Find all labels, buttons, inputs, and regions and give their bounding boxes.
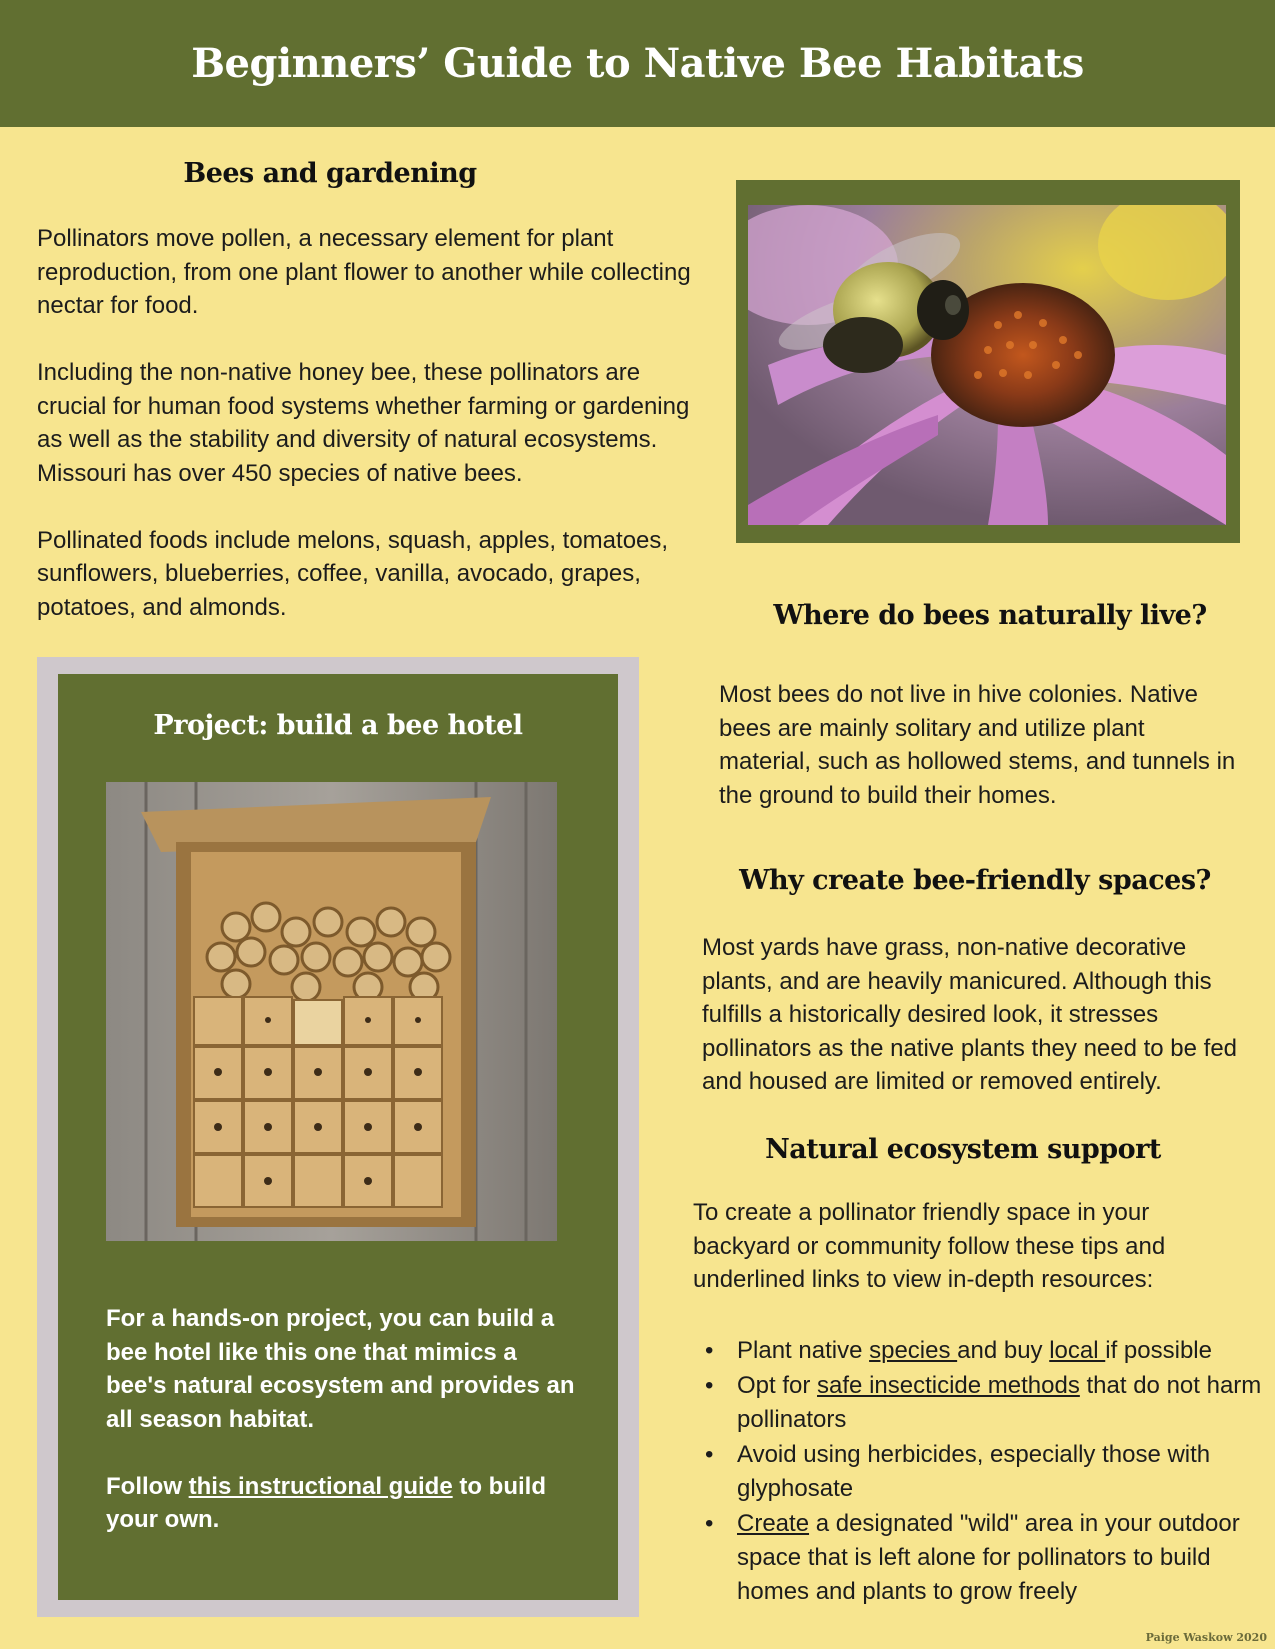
author-signature: Paige Waskow 2020: [1145, 1631, 1267, 1644]
project-card-border: [37, 657, 639, 1617]
ecosystem-text: [693, 1196, 1233, 1297]
tip-item: [693, 1334, 1263, 1368]
project-title: Project: build a bee hotel: [153, 710, 523, 741]
project-paragraph: For a hands-on project, you can build a bee hotel like this one that mimics a bee's natural ecosystem and provides an all season habitat.: [106, 1305, 575, 1433]
tip-item: [693, 1438, 1263, 1506]
tip-text: that do not harm pollinators: [737, 1372, 1262, 1433]
project-text: [106, 1302, 576, 1537]
resource-link[interactable]: safe insecticide methods: [817, 1372, 1080, 1399]
resource-link[interactable]: local: [1049, 1337, 1106, 1364]
where-live-heading: Where do bees naturally live?: [773, 600, 1207, 631]
resource-link[interactable]: Create: [737, 1510, 810, 1537]
follow-prefix: Follow: [106, 1472, 189, 1500]
ecosystem-heading: Natural ecosystem support: [765, 1134, 1161, 1165]
tip-text: Avoid using herbicides, especially those with glyphosate: [737, 1441, 1211, 1502]
project-follow-paragraph: [106, 1470, 576, 1537]
paragraph-honey-bee: Including the non-native honey bee, these pollinators are crucial for human food systems whether farming or gardening as well as the stability and diversity of natural ecosystems. Missouri has over 450 species of native bees.: [37, 359, 690, 487]
bees-gardening-text: [37, 222, 697, 624]
paragraph-pollinators: Pollinators move pollen, a necessary element for plant reproduction, from one plant flower to another while collecting nectar for food.: [37, 225, 691, 319]
tips-list: [693, 1334, 1263, 1610]
bullet-icon: •: [705, 1337, 714, 1364]
paragraph-pollinated-foods: Pollinated foods include melons, squash, apples, tomatoes, sunflowers, blueberries, coffee, vanilla, avocado, grapes, potatoes, and almonds.: [37, 526, 669, 621]
page-header: [0, 0, 1275, 127]
why-create-heading: Why create bee-friendly spaces?: [739, 865, 1211, 896]
tip-item: [693, 1507, 1263, 1609]
bullet-icon: •: [705, 1441, 714, 1468]
tip-text: Plant native: [737, 1337, 870, 1364]
tip-text: if possible: [1105, 1337, 1212, 1364]
where-live-text: [719, 678, 1239, 812]
tip-text: Opt for: [737, 1372, 818, 1399]
tip-text: a designated "wild" area in your outdoor space that is left alone for pollinators to build homes and plants to grow freely: [737, 1510, 1240, 1605]
follow-suffix: to build your own.: [106, 1472, 546, 1533]
bee-hotel-illustration: [106, 782, 557, 1241]
bullet-icon: •: [705, 1510, 714, 1537]
bee-on-coneflower-photo: [748, 205, 1226, 525]
bullet-icon: •: [705, 1372, 714, 1399]
bees-gardening-heading: Bees and gardening: [183, 158, 477, 189]
tip-item: [693, 1369, 1263, 1437]
tip-text: and buy: [957, 1337, 1050, 1364]
why-create-text: [702, 931, 1252, 1099]
instructional-guide-link[interactable]: this instructional guide: [188, 1472, 453, 1500]
ecosystem-paragraph: To create a pollinator friendly space in your backyard or community follow these tips and underlined links to view in-depth resources:: [693, 1199, 1166, 1293]
where-live-paragraph: Most bees do not live in hive colonies. Native bees are mainly solitary and utilize plant material, such as hollowed stems, and tunnels in the ground to build their homes.: [719, 681, 1236, 809]
bee-photo-illustration: [748, 205, 1226, 525]
page-title: Beginners’ Guide to Native Bee Habitats: [191, 40, 1084, 87]
bee-photo-frame: [736, 180, 1240, 543]
project-card: [58, 674, 618, 1600]
resource-link[interactable]: species: [869, 1337, 958, 1364]
bee-hotel-photo: [106, 782, 557, 1241]
why-create-paragraph: Most yards have grass, non-native decorative plants, and are heavily manicured. Although this fulfills a historically desired look, it stresses pollinators as the native plants they need to be fed and housed are limited or removed entirely.: [702, 934, 1238, 1095]
